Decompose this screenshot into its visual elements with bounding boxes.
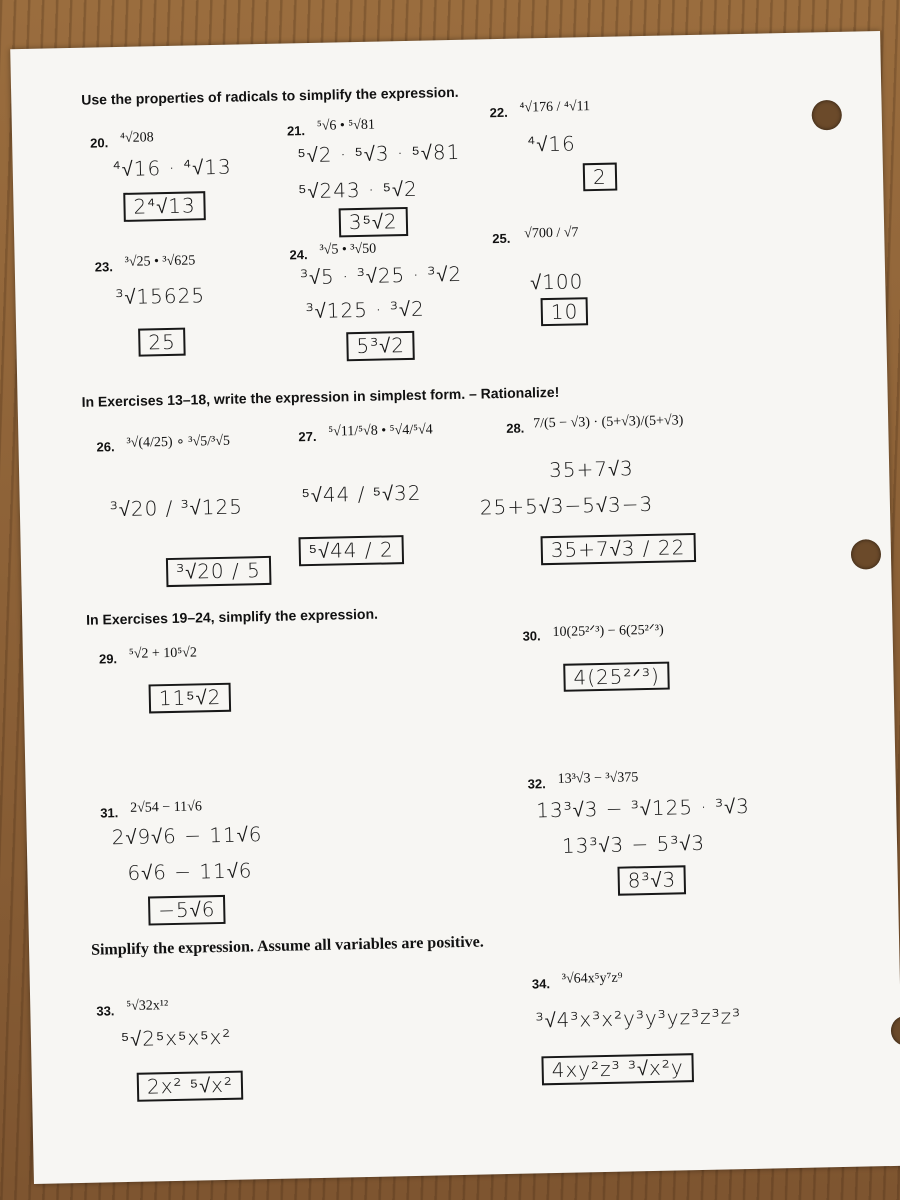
problem-expression: 7/(5 − √3) · (5+√3)/(5+√3)	[533, 413, 684, 432]
answer-box: 4(25²ᐟ³)	[563, 662, 670, 692]
handwritten-work: ⁴√16 · ⁴√13	[112, 154, 232, 182]
problem-number: 32.	[527, 776, 546, 792]
handwritten-work: 13³√3 − 5³√3	[561, 830, 706, 858]
problem-number: 20.	[90, 135, 109, 151]
worksheet-page	[10, 31, 900, 1184]
problem-number: 28.	[506, 420, 525, 436]
problem-number: 31.	[100, 805, 119, 821]
problem-expression: ³√5 • ³√50	[319, 241, 377, 258]
problem-number: 29.	[98, 651, 118, 667]
handwritten-work: ⁵√2⁵x⁵x⁵x²	[120, 1024, 232, 1052]
problem-number: 22.	[489, 104, 508, 121]
problem-expression: ⁵√11/⁵√8 • ⁵√4/⁵√4	[328, 422, 433, 440]
handwritten-work: ⁴√16	[527, 131, 577, 157]
problem-expression: ³√25 • ³√625	[124, 253, 196, 270]
section-heading: In Exercises 19–24, simplify the expression.	[86, 605, 379, 628]
problem-expression: 10(25²ᐟ³) − 6(25²ᐟ³)	[552, 622, 664, 641]
answer-box: 2⁴√13	[123, 191, 206, 222]
handwritten-work: 6√6 − 11√6	[127, 858, 253, 885]
handwritten-work: ⁵√2 · ⁵√3 · ⁵√81	[297, 139, 461, 168]
problem-expression: ⁵√6 • ⁵√81	[316, 117, 376, 134]
handwritten-work: ³√125 · ³√2	[305, 296, 425, 324]
answer-box: 11⁵√2	[149, 683, 232, 714]
problem-number: 34.	[531, 976, 551, 992]
handwritten-work: 13³√3 − ³√125 · ³√3	[536, 793, 751, 823]
handwritten-work: √100	[529, 269, 584, 295]
problem-number: 25.	[492, 230, 511, 247]
binder-hole	[891, 1015, 900, 1046]
handwritten-work: ³√4³x³x²y³y³yz³z³z³	[535, 1004, 742, 1033]
problem-expression: 13³√3 − ³√375	[557, 770, 639, 787]
answer-box: 3⁵√2	[339, 207, 408, 237]
problem-number: 21.	[286, 123, 306, 139]
answer-box: 10	[541, 297, 589, 326]
section-heading: Simplify the expression. Assume all variables are positive.	[90, 933, 484, 959]
handwritten-work: ³√15625	[115, 283, 206, 310]
answer-box: 8³√3	[617, 865, 686, 895]
answer-box: ⁵√44 / 2	[298, 535, 403, 566]
problem-number: 27.	[298, 428, 317, 445]
problem-number: 30.	[522, 628, 541, 644]
problem-expression: ³√64x⁵y⁷z⁹	[561, 970, 623, 987]
answer-box: ³√20 / 5	[166, 556, 271, 587]
section-heading: In Exercises 13–18, write the expression in simplest form. – Rationalize!	[81, 383, 560, 410]
problem-expression: ³√(4/25) ∘ ³√5/³√5	[126, 433, 231, 451]
answer-box: 2	[583, 163, 617, 192]
answer-box: 4xy²z³ ³√x²y	[541, 1053, 694, 1085]
problem-expression: ⁴√208	[119, 130, 154, 146]
problem-expression: ⁵√2 + 10⁵√2	[128, 645, 198, 662]
handwritten-work: ⁵√243 · ⁵√2	[297, 176, 418, 204]
answer-box: 2x² ⁵√x²	[137, 1071, 244, 1102]
handwritten-work: 25+5√3−5√3−3	[479, 491, 654, 520]
answer-box: 25	[138, 328, 186, 357]
answer-box: −5√6	[148, 895, 226, 926]
problem-expression: 2√54 − 11√6	[129, 799, 203, 816]
problem-expression: √700 / √7	[524, 225, 579, 242]
problem-expression: ⁴√176 / ⁴√11	[519, 99, 591, 116]
binder-hole	[851, 539, 882, 570]
problem-number: 33.	[96, 1003, 115, 1019]
problem-number: 23.	[94, 259, 114, 275]
answer-box: 35+7√3 / 22	[541, 533, 696, 565]
handwritten-work: ³√5 · ³√25 · ³√2	[299, 261, 463, 290]
binder-hole	[811, 100, 842, 131]
handwritten-work: ⁵√44 / ⁵√32	[301, 480, 422, 508]
problem-expression: ⁵√32x¹²	[126, 998, 169, 1015]
handwritten-work: ³√20 / ³√125	[109, 494, 244, 522]
handwritten-work: 2√9√6 − 11√6	[111, 822, 263, 850]
answer-box: 5³√2	[346, 331, 415, 361]
problem-number: 24.	[289, 247, 308, 263]
problem-number: 26.	[96, 439, 115, 455]
handwritten-work: 35+7√3	[548, 456, 635, 483]
section-heading: Use the properties of radicals to simplify the expression.	[81, 83, 459, 108]
